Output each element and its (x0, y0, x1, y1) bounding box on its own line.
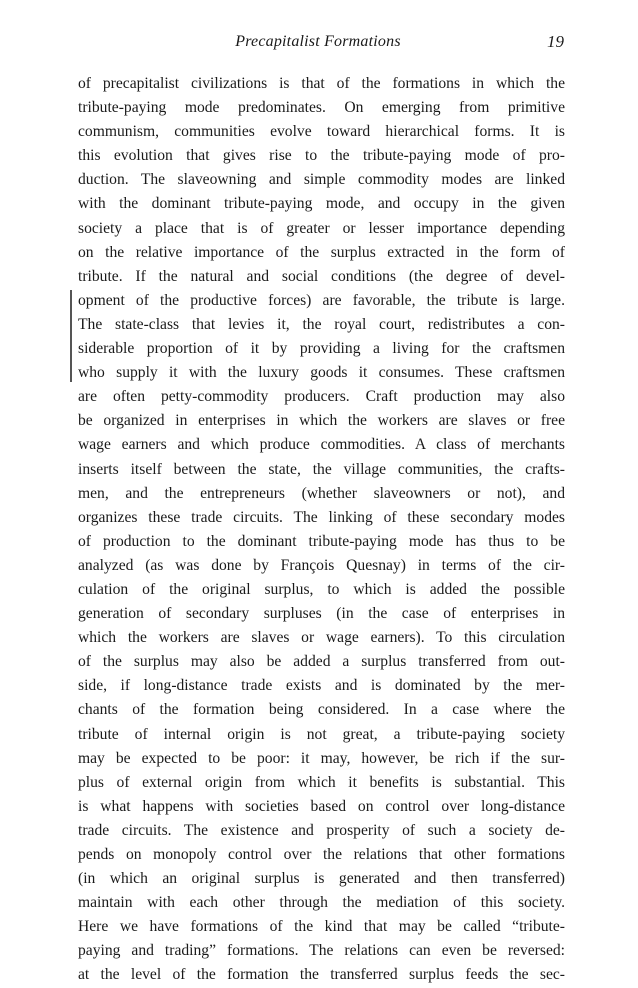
text-line: The state-class that levies it, the royal court, redistributes a con- (78, 315, 565, 333)
text-line: tribute-paying mode predominates. On emerging from primitive (78, 99, 565, 117)
text-line: wage earners and which produce commodities. A class of merchants (78, 436, 565, 454)
running-head (72, 30, 564, 54)
text-line: society a place that is of greater or lesser importance depending (78, 219, 565, 237)
text-line: this evolution that gives rise to the tribute-paying mode of pro- (78, 147, 565, 165)
text-line: communism, communities evolve toward hierarchical forms. It is (78, 123, 565, 141)
text-line: generation of secondary surpluses (in the case of enterprises in (78, 605, 565, 623)
text-line: siderable proportion of it by providing a living for the craftsmen (78, 340, 565, 358)
text-line: of precapitalist civilizations is that of the formations in which the (78, 75, 565, 92)
text-line: organizes these trade circuits. The linking of these secondary modes (78, 508, 565, 526)
running-title: Precapitalist Formations (235, 33, 401, 50)
text-line: maintain with each other through the mediation of this society. (78, 894, 565, 912)
text-line: culation of the original surplus, to which is added the possible (78, 580, 565, 598)
text-line: is what happens with societies based on control over long-distance (78, 797, 565, 815)
text-line: opment of the productive forces) are favorable, the tribute is large. (78, 291, 565, 309)
text-line: trade circuits. The existence and prosperity of such a society de- (78, 821, 565, 839)
text-line: who supply it with the luxury goods it consumes. These craftsmen (78, 364, 565, 382)
body-text (78, 72, 565, 988)
text-line: chants of the formation being considered. In a case where the (78, 701, 565, 719)
text-line: be organized in enterprises in which the workers are slaves or free (78, 412, 565, 430)
text-line: paying and trading” formations. The relations can even be reversed: (78, 942, 565, 960)
page-number: 19 (547, 32, 564, 51)
text-line: plus of external origin from which it benefits is substantial. This (78, 773, 565, 791)
text-line: may be expected to be poor: it may, however, be rich if the sur- (78, 749, 565, 767)
text-line: of production to the dominant tribute-paying mode has thus to be (78, 532, 565, 550)
text-line: tribute. If the natural and social conditions (the degree of devel- (78, 267, 565, 285)
text-line: at the level of the formation the transferred surplus feeds the sec- (78, 966, 565, 984)
text-line: analyzed (as was done by François Quesnay) in terms of the cir- (78, 556, 565, 574)
text-line: side, if long-distance trade exists and is dominated by the mer- (78, 677, 565, 695)
text-line: with the dominant tribute-paying mode, and occupy in the given (78, 195, 565, 213)
text-line: which the workers are slaves or wage earners). To this circulation (78, 629, 565, 647)
text-line: pends on monopoly control over the relations that other formations (78, 846, 565, 863)
text-line: on the relative importance of the surplus extracted in the form of (78, 243, 565, 261)
text-line: Here we have formations of the kind that may be called “tribute- (78, 918, 565, 936)
text-line: tribute of internal origin is not great, a tribute-paying society (78, 725, 565, 743)
margin-rule (70, 290, 72, 382)
text-line: are often petty-commodity producers. Craft production may also (78, 388, 565, 406)
text-line: duction. The slaveowning and simple commodity modes are linked (78, 171, 565, 189)
text-line: (in which an original surplus is generated and then transferred) (78, 870, 565, 888)
text-line: inserts itself between the state, the village communities, the crafts- (78, 460, 565, 478)
text-line: of the surplus may also be added a surplus transferred from out- (78, 653, 565, 671)
text-line: men, and the entrepreneurs (whether slaveowners or not), and (78, 484, 565, 502)
